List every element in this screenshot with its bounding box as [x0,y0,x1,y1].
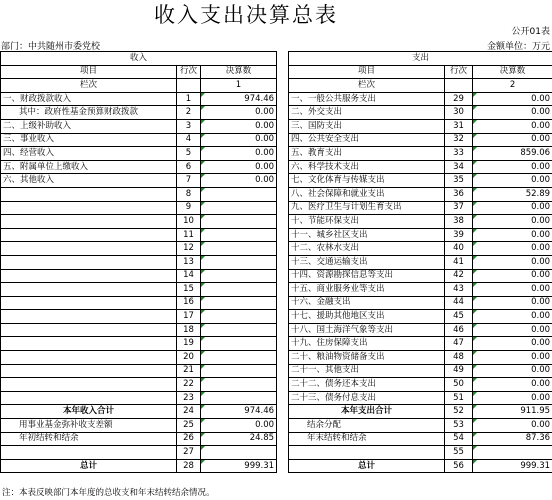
column-number-row [1,79,552,93]
income-line-number: 27 [177,446,201,460]
income-item-header: 项目 [1,65,177,79]
table-row [1,174,552,188]
expense-amount: 0.00 [473,160,552,174]
column-separator [277,337,289,351]
income-item-label [1,255,177,269]
expense-item-label: 十五、商业服务业等支出 [289,283,445,297]
income-amount: 0.00 [201,160,277,174]
expense-line-header: 行次 [445,65,473,79]
expense-item-label: 二十二、债务还本支出 [289,378,445,392]
expense-amount: 0.00 [473,133,552,147]
table-row [1,446,552,460]
income-line-number: 28 [177,459,201,473]
income-line-number: 14 [177,269,201,283]
income-amount: 974.46 [201,92,277,106]
footnote: 注：本表反映部门本年度的总收支和年末结转结余情况。 [2,488,215,498]
income-line-number: 18 [177,323,201,337]
income-amount [201,337,277,351]
table-row [1,119,552,133]
column-separator [277,160,289,174]
income-amount [201,296,277,310]
income-amount [201,351,277,365]
expense-amount: 0.00 [473,174,552,188]
table-row [1,405,552,419]
expense-item-label: 本年支出合计 [289,405,445,419]
income-item-label: 三、事业收入 [1,133,177,147]
expense-item-label: 年末结转和结余 [289,432,445,446]
income-line-number: 8 [177,187,201,201]
income-item-label [1,296,177,310]
income-item-label: 其中：政府性基金预算财政拨款 [1,106,177,120]
column-separator [277,174,289,188]
income-item-label: 六、其他收入 [1,174,177,188]
income-item-label [1,283,177,297]
expense-item-label: 十九、住房保障支出 [289,337,445,351]
income-line-number: 4 [177,133,201,147]
table-row [1,310,552,324]
expense-amount: 0.00 [473,228,552,242]
income-line-number: 3 [177,119,201,133]
expense-line-number: 35 [445,174,473,188]
expense-amount: 911.95 [473,405,552,419]
income-item-label [1,187,177,201]
table-row [1,323,552,337]
column-separator [277,92,289,106]
income-amount: 0.00 [201,106,277,120]
expense-item-label: 十八、国土海洋气象等支出 [289,323,445,337]
income-amount [201,242,277,256]
income-line-number: 19 [177,337,201,351]
column-separator [277,310,289,324]
income-item-label: 用事业基金弥补收支差额 [1,419,177,433]
expense-item-label: 十一、城乡社区支出 [289,228,445,242]
income-amount [201,187,277,201]
expense-amount: 0.00 [473,337,552,351]
expense-item-label: 二、外交支出 [289,106,445,120]
table-row [1,106,552,120]
income-amount [201,283,277,297]
table-row [1,228,552,242]
income-line-number: 17 [177,310,201,324]
income-amount [201,215,277,229]
income-amount [201,269,277,283]
column-separator [277,133,289,147]
income-item-label [1,323,177,337]
expense-amount: 0.00 [473,215,552,229]
expense-item-label: 十二、农林水支出 [289,242,445,256]
expense-amount: 0.00 [473,296,552,310]
income-line-number: 9 [177,201,201,215]
income-item-label [1,391,177,405]
expense-amount: 0.00 [473,419,552,433]
expense-line-number: 43 [445,283,473,297]
expense-item-label: 一、一般公共服务支出 [289,92,445,106]
column-separator [277,242,289,256]
income-item-label [1,228,177,242]
expense-lanci-label: 栏次 [289,79,445,93]
expense-line-number: 51 [445,391,473,405]
income-amount: 0.00 [201,119,277,133]
expense-line-number: 38 [445,215,473,229]
expense-line-number: 32 [445,133,473,147]
expense-amount: 0.00 [473,310,552,324]
income-item-label [1,364,177,378]
column-separator [277,364,289,378]
expense-line-number: 29 [445,92,473,106]
income-line-number: 21 [177,364,201,378]
income-item-label [1,215,177,229]
expense-amount: 87.36 [473,432,552,446]
table-row [1,242,552,256]
expense-amount: 859.06 [473,147,552,161]
expense-item-label: 七、文化体育与传媒支出 [289,174,445,188]
table-row [1,378,552,392]
column-separator [277,228,289,242]
expense-line-number: 30 [445,106,473,120]
expense-item-label: 二十一、其他支出 [289,364,445,378]
income-line-number: 5 [177,147,201,161]
amount-unit-label: 金额单位：万元 [486,42,550,52]
income-item-label [1,351,177,365]
income-header: 收入 [1,52,277,66]
table-row [1,364,552,378]
table-row [1,269,552,283]
expense-line-number: 44 [445,296,473,310]
expense-line-number: 31 [445,119,473,133]
expense-line-number: 49 [445,364,473,378]
expense-item-label: 二十、粮油物资储备支出 [289,351,445,365]
column-header-row [1,65,552,79]
column-separator [277,446,289,460]
column-separator [277,201,289,215]
table-row [1,419,552,433]
income-amount [201,378,277,392]
expense-line-number: 37 [445,201,473,215]
column-separator [277,351,289,365]
income-amount: 974.46 [201,405,277,419]
table-row [1,337,552,351]
expense-amount: 0.00 [473,378,552,392]
form-number: 公开01表 [511,27,550,37]
expense-line-number: 33 [445,147,473,161]
income-item-label [1,242,177,256]
expense-lanci-blank [445,79,473,93]
column-separator [277,106,289,120]
section-header-row [1,52,552,66]
expense-amount: 0.00 [473,269,552,283]
income-item-label: 一、财政拨款收入 [1,92,177,106]
income-line-number: 26 [177,432,201,446]
income-amount [201,323,277,337]
column-separator [277,187,289,201]
table-row [1,432,552,446]
income-line-header: 行次 [177,65,201,79]
table-row [1,215,552,229]
expense-line-number: 48 [445,351,473,365]
table-row [1,201,552,215]
expense-header: 支出 [289,52,552,66]
expense-amount-header: 决算数 [473,65,552,79]
table-row [1,133,552,147]
column-separator [277,432,289,446]
income-amount [201,364,277,378]
expense-line-number: 50 [445,378,473,392]
table-row [1,296,552,310]
expense-line-number: 47 [445,337,473,351]
expense-item-label: 十七、援助其他地区支出 [289,310,445,324]
income-amount: 0.00 [201,419,277,433]
expense-amount: 0.00 [473,283,552,297]
income-item-label [1,446,177,460]
income-amount: 0.00 [201,147,277,161]
income-line-number: 11 [177,228,201,242]
expense-amount: 0.00 [473,255,552,269]
income-amount [201,255,277,269]
income-expense-table [0,51,552,473]
table-row [1,351,552,365]
expense-item-label: 二十三、债务付息支出 [289,391,445,405]
expense-item-label: 十三、交通运输支出 [289,255,445,269]
expense-item-label: 十六、金融支出 [289,296,445,310]
income-line-number: 13 [177,255,201,269]
income-item-label: 本年收入合计 [1,405,177,419]
expense-line-number: 54 [445,432,473,446]
expense-item-label: 十四、资源勘探信息等支出 [289,269,445,283]
expense-amount: 999.31 [473,459,552,473]
expense-line-number: 52 [445,405,473,419]
income-item-label: 四、经营收入 [1,147,177,161]
expense-line-number: 36 [445,187,473,201]
expense-line-number: 39 [445,228,473,242]
table-row [1,391,552,405]
column-separator [277,269,289,283]
table-row [1,160,552,174]
expense-amount: 0.00 [473,92,552,106]
income-line-number: 23 [177,391,201,405]
department-label: 部门：中共随州市委党校 [1,42,101,52]
income-line-number: 20 [177,351,201,365]
income-line-number: 15 [177,283,201,297]
income-item-label: 二、上级补助收入 [1,119,177,133]
column-separator [277,119,289,133]
income-item-label [1,201,177,215]
expense-amount [473,446,552,460]
column-separator [277,147,289,161]
income-line-number: 7 [177,174,201,188]
table-row [1,147,552,161]
expense-line-number: 42 [445,269,473,283]
income-amount [201,228,277,242]
table-row [1,255,552,269]
income-item-label [1,310,177,324]
column-separator [277,391,289,405]
expense-line-number: 46 [445,323,473,337]
column-separator [277,323,289,337]
column-separator [277,283,289,297]
expense-line-number: 34 [445,160,473,174]
table-row [1,283,552,297]
column-separator [277,405,289,419]
expense-item-label [289,446,445,460]
income-amount [201,446,277,460]
income-line-number: 24 [177,405,201,419]
income-item-label [1,337,177,351]
column-separator [277,255,289,269]
expense-amount: 0.00 [473,391,552,405]
expense-item-label: 八、社会保障和就业支出 [289,187,445,201]
table-row [1,459,552,473]
income-amount: 24.85 [201,432,277,446]
income-item-label [1,378,177,392]
expense-item-label: 六、科学技术支出 [289,160,445,174]
expense-amount: 0.00 [473,323,552,337]
expense-amount: 0.00 [473,201,552,215]
income-line-number: 10 [177,215,201,229]
income-amount [201,310,277,324]
expense-line-number: 55 [445,446,473,460]
column-separator [277,65,289,79]
income-item-label: 总计 [1,459,177,473]
expense-amount: 0.00 [473,106,552,120]
table-row [1,187,552,201]
income-line-number: 2 [177,106,201,120]
income-line-number: 22 [177,378,201,392]
income-amount: 0.00 [201,133,277,147]
expense-item-header: 项目 [289,65,445,79]
income-line-number: 6 [177,160,201,174]
column-separator [277,378,289,392]
expense-line-number: 40 [445,242,473,256]
page-title: 收入支出决算总表 [154,3,338,27]
expense-line-number: 56 [445,459,473,473]
expense-line-number: 45 [445,310,473,324]
income-amount-header: 决算数 [201,65,277,79]
table-row [1,92,552,106]
income-item-label [1,269,177,283]
income-item-label: 五、附属单位上缴收入 [1,160,177,174]
expense-item-label: 五、教育支出 [289,147,445,161]
expense-amount: 0.00 [473,364,552,378]
income-line-number: 16 [177,296,201,310]
expense-item-label: 三、国防支出 [289,119,445,133]
expense-amount: 0.00 [473,119,552,133]
expense-item-label: 十、节能环保支出 [289,215,445,229]
expense-column-number: 2 [473,79,552,93]
column-separator [277,459,289,473]
income-line-number: 12 [177,242,201,256]
income-amount: 0.00 [201,174,277,188]
expense-amount: 0.00 [473,351,552,365]
expense-item-label: 结余分配 [289,419,445,433]
income-line-number: 1 [177,92,201,106]
income-amount [201,201,277,215]
income-amount [201,391,277,405]
column-separator [277,419,289,433]
income-item-label: 年初结转和结余 [1,432,177,446]
column-separator [277,215,289,229]
expense-line-number: 53 [445,419,473,433]
income-column-number: 1 [201,79,277,93]
income-lanci-blank [177,79,201,93]
expense-item-label: 九、医疗卫生与计划生育支出 [289,201,445,215]
income-lanci-label: 栏次 [1,79,177,93]
column-separator [277,296,289,310]
income-amount: 999.31 [201,459,277,473]
column-separator [277,52,289,66]
expense-item-label: 总计 [289,459,445,473]
expense-item-label: 四、公共安全支出 [289,133,445,147]
expense-amount: 0.00 [473,242,552,256]
expense-line-number: 41 [445,255,473,269]
income-line-number: 25 [177,419,201,433]
expense-amount: 52.89 [473,187,552,201]
column-separator [277,79,289,93]
